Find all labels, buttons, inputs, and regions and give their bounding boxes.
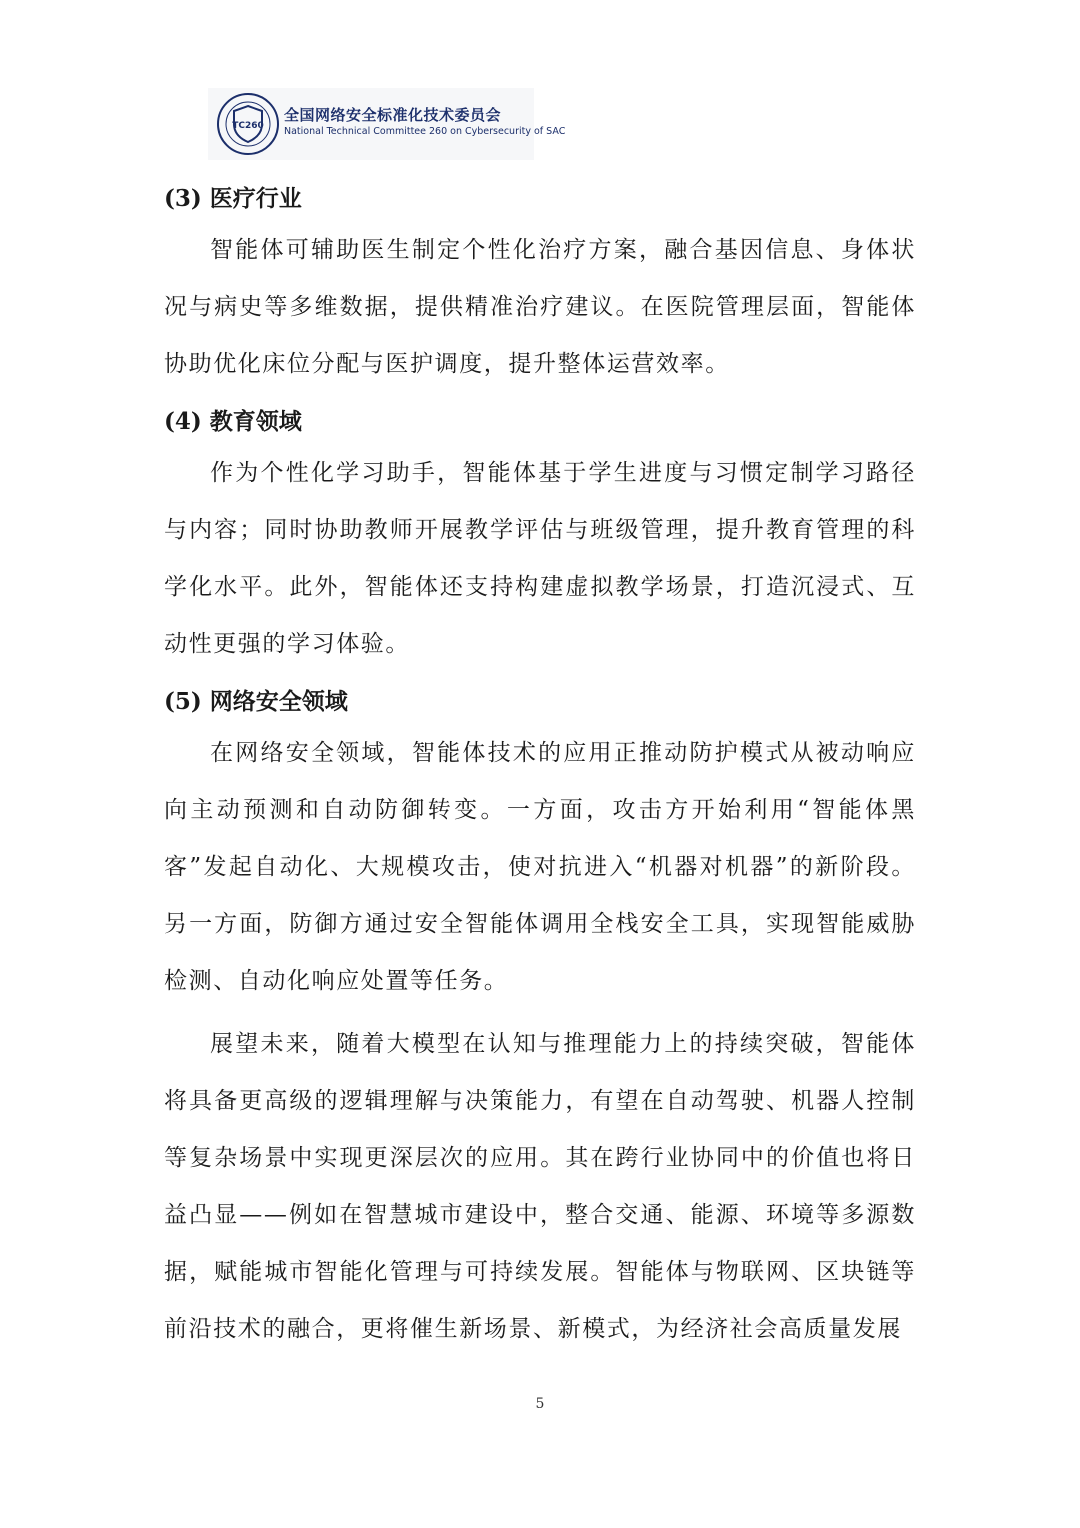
section-heading-education: (4) 教育领域 xyxy=(164,408,302,435)
paragraph-education: 作为个性化学习助手，智能体基于学生进度与习惯定制学习路径与内容；同时协助教师开展教学评估与班级管理，提升教育管理的科学化水平。此外，智能体还支持构建虚拟教学场景，打造沉浸式、互动性更强的学习体验。 xyxy=(164,460,916,657)
tc260-logo-icon xyxy=(216,92,280,156)
page-number: 5 xyxy=(535,1396,545,1412)
svg-text:TC260: TC260 xyxy=(232,121,264,131)
paragraph-medical: 智能体可辅助医生制定个性化治疗方案，融合基因信息、身体状况与病史等多维数据，提供精准治疗建议。在医院管理层面，智能体协助优化床位分配与医护调度，提升整体运营效率。 xyxy=(164,237,916,377)
org-name-cn: 全国网络安全标准化技术委员会 xyxy=(284,106,502,124)
section-heading-cybersecurity: (5) 网络安全领域 xyxy=(164,688,348,715)
page-header xyxy=(208,88,566,160)
paragraph-cybersecurity: 在网络安全领域，智能体技术的应用正推动防护模式从被动响应向主动预测和自动防御转变。一方面，攻击方开始利用“智能体黑客”发起自动化、大规模攻击，使对抗进入“机器对机器”的新阶段。另一方面，防御方通过安全智能体调用全栈安全工具，实现智能威胁检测、自动化响应处置等任务。 xyxy=(164,740,916,994)
document-body xyxy=(164,176,916,1364)
section-heading-medical: (3) 医疗行业 xyxy=(164,185,302,212)
paragraph-outlook: 展望未来，随着大模型在认知与推理能力上的持续突破，智能体将具备更高级的逻辑理解与决策能力，有望在自动驾驶、机器人控制等复杂场景中实现更深层次的应用。其在跨行业协同中的价值也将日益凸显——例如在智慧城市建设中，整合交通、能源、环境等多源数据，赋能城市智能化管理与可持续发展。智能体与物联网、区块链等前沿技术的融合，更将催生新场景、新模式，为经济社会高质量发展 xyxy=(164,1031,916,1342)
org-name-en: National Technical Committee 260 on Cybersecurity of SAC xyxy=(284,126,566,137)
